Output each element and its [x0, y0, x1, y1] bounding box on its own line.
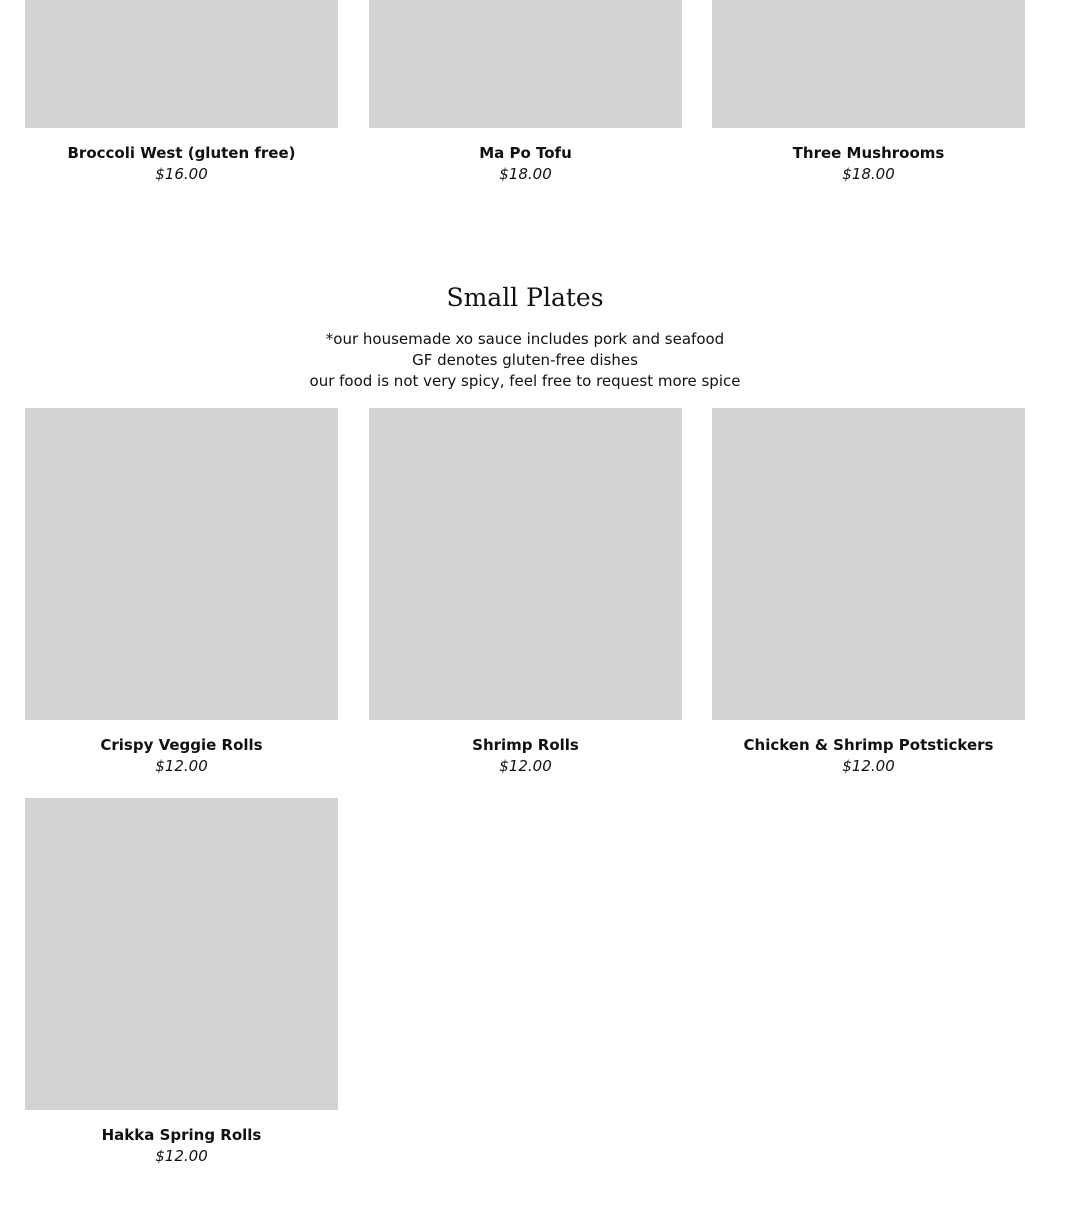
item-price: $18.00	[499, 165, 552, 183]
item-price: $12.00	[155, 757, 208, 775]
item-photo-placeholder[interactable]	[369, 408, 682, 720]
item-name-link[interactable]: Crispy Veggie Rolls	[100, 736, 263, 754]
item-price: $12.00	[155, 1147, 208, 1165]
item-price: $12.00	[499, 757, 552, 775]
item-price: $18.00	[842, 165, 895, 183]
item-name-link[interactable]: Hakka Spring Rolls	[101, 1126, 262, 1144]
item-price: $16.00	[155, 165, 208, 183]
section-note: *our housemade xo sauce includes pork and seafood	[325, 330, 725, 348]
item-photo-placeholder[interactable]	[712, 0, 1025, 128]
item-name-link[interactable]: Three Mushrooms	[792, 144, 945, 162]
menu-item-three-mushrooms[interactable]	[712, 0, 1025, 185]
item-name-link[interactable]: Broccoli West (gluten free)	[67, 144, 296, 162]
section-note: our food is not very spicy, feel free to request more spice	[309, 372, 741, 390]
item-price: $12.00	[842, 757, 895, 775]
item-photo-placeholder[interactable]	[25, 798, 338, 1110]
menu-item-chicken-shrimp-potstickers[interactable]	[712, 408, 1025, 777]
item-name-link[interactable]: Ma Po Tofu	[479, 144, 572, 162]
section-notes	[0, 329, 1050, 392]
item-name-link[interactable]: Chicken & Shrimp Potstickers	[743, 736, 994, 754]
menu-item-crispy-veggie-rolls[interactable]	[25, 408, 338, 777]
menu-item-shrimp-rolls[interactable]	[369, 408, 682, 777]
item-photo-placeholder[interactable]	[25, 408, 338, 720]
menu-item-hakka-spring-rolls[interactable]	[25, 798, 338, 1167]
item-photo-placeholder[interactable]	[25, 0, 338, 128]
section-title: Small Plates	[446, 283, 604, 312]
section-note: GF denotes gluten-free dishes	[412, 351, 638, 369]
menu-item-ma-po-tofu[interactable]	[369, 0, 682, 185]
item-photo-placeholder[interactable]	[712, 408, 1025, 720]
item-name-link[interactable]: Shrimp Rolls	[472, 736, 579, 754]
item-photo-placeholder[interactable]	[369, 0, 682, 128]
menu-item-broccoli-west[interactable]	[25, 0, 338, 185]
